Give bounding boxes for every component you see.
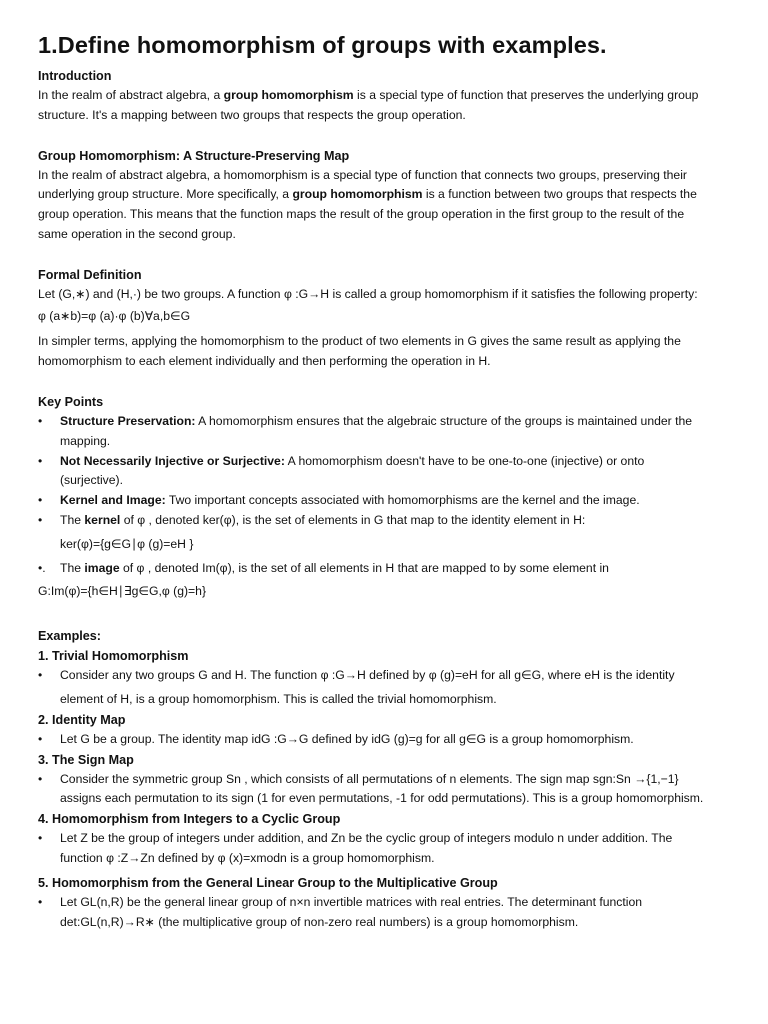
example-4-item: • Let Z be the group of integers under addition, and Zn be the cyclic group of integers modulo n under addition. The function φ :Z→Zn defined by φ (x)=xmodn is a group homomorphism. xyxy=(38,831,673,865)
gh-line-1: In the realm of abstract algebra, a homomorphism is a special type of function that connects two groups, preserving their xyxy=(38,167,687,182)
formal-heading: Formal Definition xyxy=(38,267,142,282)
bullet-icon: • xyxy=(38,668,43,683)
bullet-icon: • xyxy=(38,831,43,846)
bullet-icon: •. xyxy=(38,560,46,575)
bullet-icon: • xyxy=(38,493,43,508)
bullet-icon: • xyxy=(38,731,43,746)
gh-line-2: underlying group structure. More specifically, a group homomorphism is a function between two groups that respects the xyxy=(38,187,697,202)
bullet-icon: • xyxy=(38,894,43,909)
example-2-item: • Let G be a group. The identity map idG :G→G defined by idG (g)=g for all g∈G is a group homomorphism. xyxy=(38,730,738,750)
bullet-icon: • xyxy=(38,413,43,428)
example-5-list xyxy=(38,893,738,933)
gh-heading: Group Homomorphism: A Structure-Preserving Map xyxy=(38,148,350,163)
example-1-heading: 1. Trivial Homomorphism xyxy=(38,649,189,664)
keypoint-item: • Kernel and Image: Two important concepts associated with homomorphisms are the kernel and the image. xyxy=(38,491,738,511)
intro-paragraph: In the realm of abstract algebra, a group homomorphism is a special type of function that preserves the underlying group xyxy=(38,88,699,102)
keypoint-item: • Not Necessarily Injective or Surjective: A homomorphism doesn't have to be one-to-one (injective) or onto (surjective). xyxy=(38,453,645,488)
page-title: 1.Define homomorphism of groups with examples. xyxy=(38,32,607,58)
example-5-heading: 5. Homomorphism from the General Linear Group to the Multiplicative Group xyxy=(38,875,498,890)
example-1-item: • Consider any two groups G and H. The function φ :G→H defined by φ (g)=eH for all g∈G, where eH is the identity xyxy=(38,666,738,686)
example-1-list xyxy=(38,666,738,686)
formal-line-2: In simpler terms, applying the homomorphism to the product of two elements in G gives the same result as applying the xyxy=(38,334,681,349)
intro-heading: Introduction xyxy=(38,69,112,83)
example-1-line-2: element of H, is a group homomorphism. This is called the trivial homomorphism. xyxy=(60,691,497,706)
keypoint-image: •. The image of φ , denoted Im(φ), is the set of all elements in H that are mapped to by some element in xyxy=(38,559,738,579)
example-4-heading: 4. Homomorphism from Integers to a Cyclic Group xyxy=(38,812,341,827)
gh-line-4: same operation in the second group. xyxy=(38,226,236,241)
example-5-item: • Let GL(n,R) be the general linear group of n×n invertible matrices with real entries. The determinant function det:GL(n,R)→R∗ (the multiplicative group of non-zero real numbers) is a group homomorphism. xyxy=(38,894,643,929)
document-page xyxy=(38,30,738,932)
examples-heading: Examples: xyxy=(38,629,101,644)
intro-paragraph-line2: structure. It's a mapping between two groups that respects the group operation. xyxy=(38,107,466,122)
keypoints-list xyxy=(38,412,738,531)
example-2-list xyxy=(38,730,738,750)
formal-formula: φ (a∗b)=φ (a)·φ (b)∀a,b∈G xyxy=(38,308,191,323)
keypoint-kernel: • The kernel of φ , denoted ker(φ), is the set of elements in G that map to the identity element in H: xyxy=(38,511,738,531)
formal-line-3: homomorphism to each element individually and then performing the operation in H. xyxy=(38,354,491,369)
bullet-icon: • xyxy=(38,512,43,527)
keypoint-item: • Structure Preservation: A homomorphism ensures that the algebraic structure of the groups is maintained under the mapping. xyxy=(38,413,693,448)
keypoints-heading: Key Points xyxy=(38,394,104,409)
image-formula: G:Im(φ)={h∈H∣∃g∈G,φ (g)=h} xyxy=(38,584,207,599)
keypoints-image-list xyxy=(38,559,738,579)
formal-line-1: Let (G,∗) and (H,·) be two groups. A function φ :G→H is called a group homomorphism if it satisfies the following property: xyxy=(38,286,698,301)
example-4-list xyxy=(38,829,738,869)
example-3-list xyxy=(38,770,738,810)
bullet-icon: • xyxy=(38,771,43,786)
example-2-heading: 2. Identity Map xyxy=(38,712,126,727)
example-3-item: • Consider the symmetric group Sn , which consists of all permutations of n elements. The sign map sgn:Sn →{1,−1} assigns each permutation to its sign (1 for even permutations, -1 for odd permutations). This is a group homomorphism. xyxy=(38,771,704,806)
kernel-formula: ker(φ)={g∈G∣φ (g)=eH } xyxy=(60,536,194,551)
gh-line-3: group operation. This means that the function maps the result of the group operation in the first group to the result of the xyxy=(38,207,685,222)
bullet-icon: • xyxy=(38,453,43,468)
example-3-heading: 3. The Sign Map xyxy=(38,752,134,767)
